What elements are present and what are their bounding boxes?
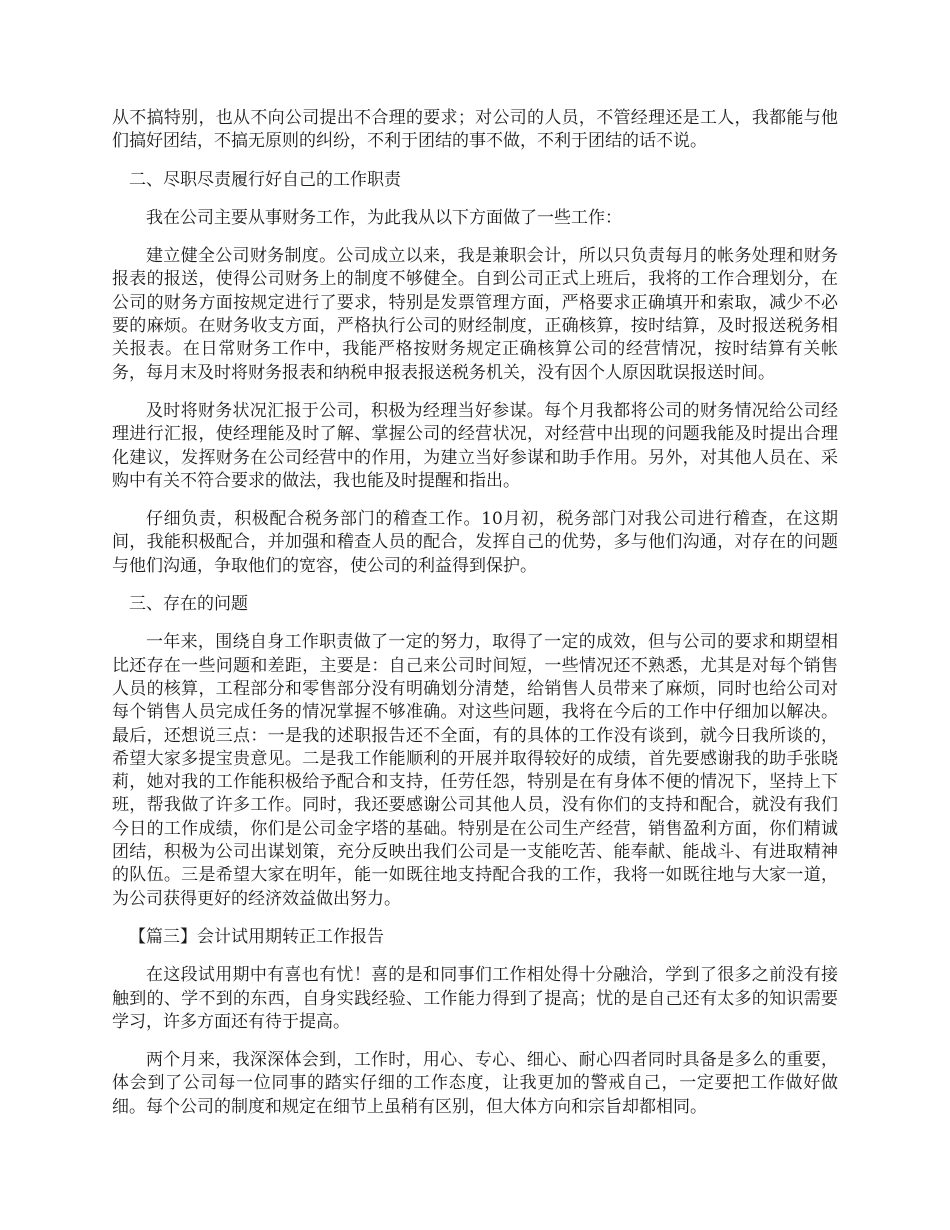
paragraph-problems-detail: 一年来，围绕自身工作职责做了一定的努力，取得了一定的成效，但与公司的要求和期望相比还存在一些问题和差距，主要是：自己来公司时间短，一些情况还不熟悉，尤其是对每个销售人员的核算，工程部分和零售部分没有明确划分清楚，给销售人员带来了麻烦，同时也给公司对每个销售人员完成任务的情况掌握不够准确。对这些问题，我将在今后的工作中仔细加以解决。最后，还想说三点：一是我的述职报告还不全面，有的具体的工作没有谈到，就今日我所谈的，希望大家多提宝贵意见。二是我工作能顺利的开展并取得较好的成绩，首先要感谢我的助手张晓莉，她对我的工作能积极给予配合和支持，任劳任怨，特别是在有身体不便的情况下，坚持上下班，帮我做了许多工作。同时，我还要感谢公司其他人员，没有你们的支持和配合，就没有我们今日的工作成绩，你们是公司金字塔的基础。特别是在公司生产经营，销售盈利方面，你们精诚团结，积极为公司出谋划策，充分反映出我们公司是一支能吃苦、能奉献、能战斗、有进取精神的队伍。三是希望大家在明年，能一如既往地支持配合我的工作，我将一如既往地与大家一道，为公司获得更好的经济效益做出努力。 [112, 632, 838, 909]
section-heading-duties: 二、尽职尽责履行好自己的工作职责 [129, 169, 401, 190]
paragraph-finance-work-intro: 我在公司主要从事财务工作，为此我从以下方面做了一些工作： [146, 207, 622, 228]
paragraph-probation-feelings: 在这段试用期中有喜也有忧！喜的是和同事们工作相处得十分融洽，学到了很多之前没有接触到的、学不到的东西，自身实践经验、工作能力得到了提高；忧的是自己还有太多的知识需要学习，许多方面还有待于提高。 [112, 965, 838, 1032]
paragraph-report-to-company: 及时将财务状况汇报于公司，积极为经理当好参谋。每个月我都将公司的财务情况给公司经理进行汇报，使经理能及时了解、掌握公司的经营状况，对经营中出现的问题我能及时提出合理化建议，发挥财务在公司经营中的作用，为建立当好参谋和助手作用。另外，对其他人员在、采购中有关不符合要求的做法，我也能及时提醒和指出。 [112, 400, 838, 491]
paragraph-tax-inspection: 仔细负责，积极配合税务部门的稽查工作。10月初，税务部门对我公司进行稽查，在这期间，我能积极配合，并加强和稽查人员的配合，发挥自己的优势，多与他们沟通，对存在的问题与他们沟通，争取他们的宽容，使公司的利益得到保护。 [112, 509, 838, 576]
section-heading-problems: 三、存在的问题 [129, 594, 248, 615]
paragraph-finance-system: 建立健全公司财务制度。公司成立以来，我是兼职会计，所以只负责每月的帐务处理和财务报表的报送，使得公司财务上的制度不够健全。自到公司正式上班后，我将的工作合理划分，在公司的财务方面按规定进行了要求，特别是发票管理方面，严格要求正确填开和索取，减少不必要的麻烦。在财务收支方面，严格执行公司的财经制度，正确核算，按时结算，及时报送税务相关报表。在日常财务工作中，我能严格按财务规定正确核算公司的经营情况，按时结算有关帐务，每月末及时将财务报表和纳税申报表报送税务机关，没有因个人原因耽误报送时间。 [112, 246, 838, 383]
paragraph-two-months: 两个月来，我深深体会到，工作时，用心、专心、细心、耐心四者同时具备是多么的重要，体会到了公司每一位同事的踏实仔细的工作态度，让我更加的警戒自己，一定要把工作做好做细。每个公司的制度和规定在细节上虽稍有区别，但大体方向和宗旨却都相同。 [112, 1050, 838, 1117]
section-heading-part-three: 【篇三】会计试用期转正工作报告 [129, 926, 384, 947]
paragraph-intro: 从不搞特别，也从不向公司提出不合理的要求；对公司的人员，不管经理还是工人，我都能与他们搞好团结，不搞无原则的纠纷，不利于团结的事不做，不利于团结的话不说。 [112, 108, 838, 152]
